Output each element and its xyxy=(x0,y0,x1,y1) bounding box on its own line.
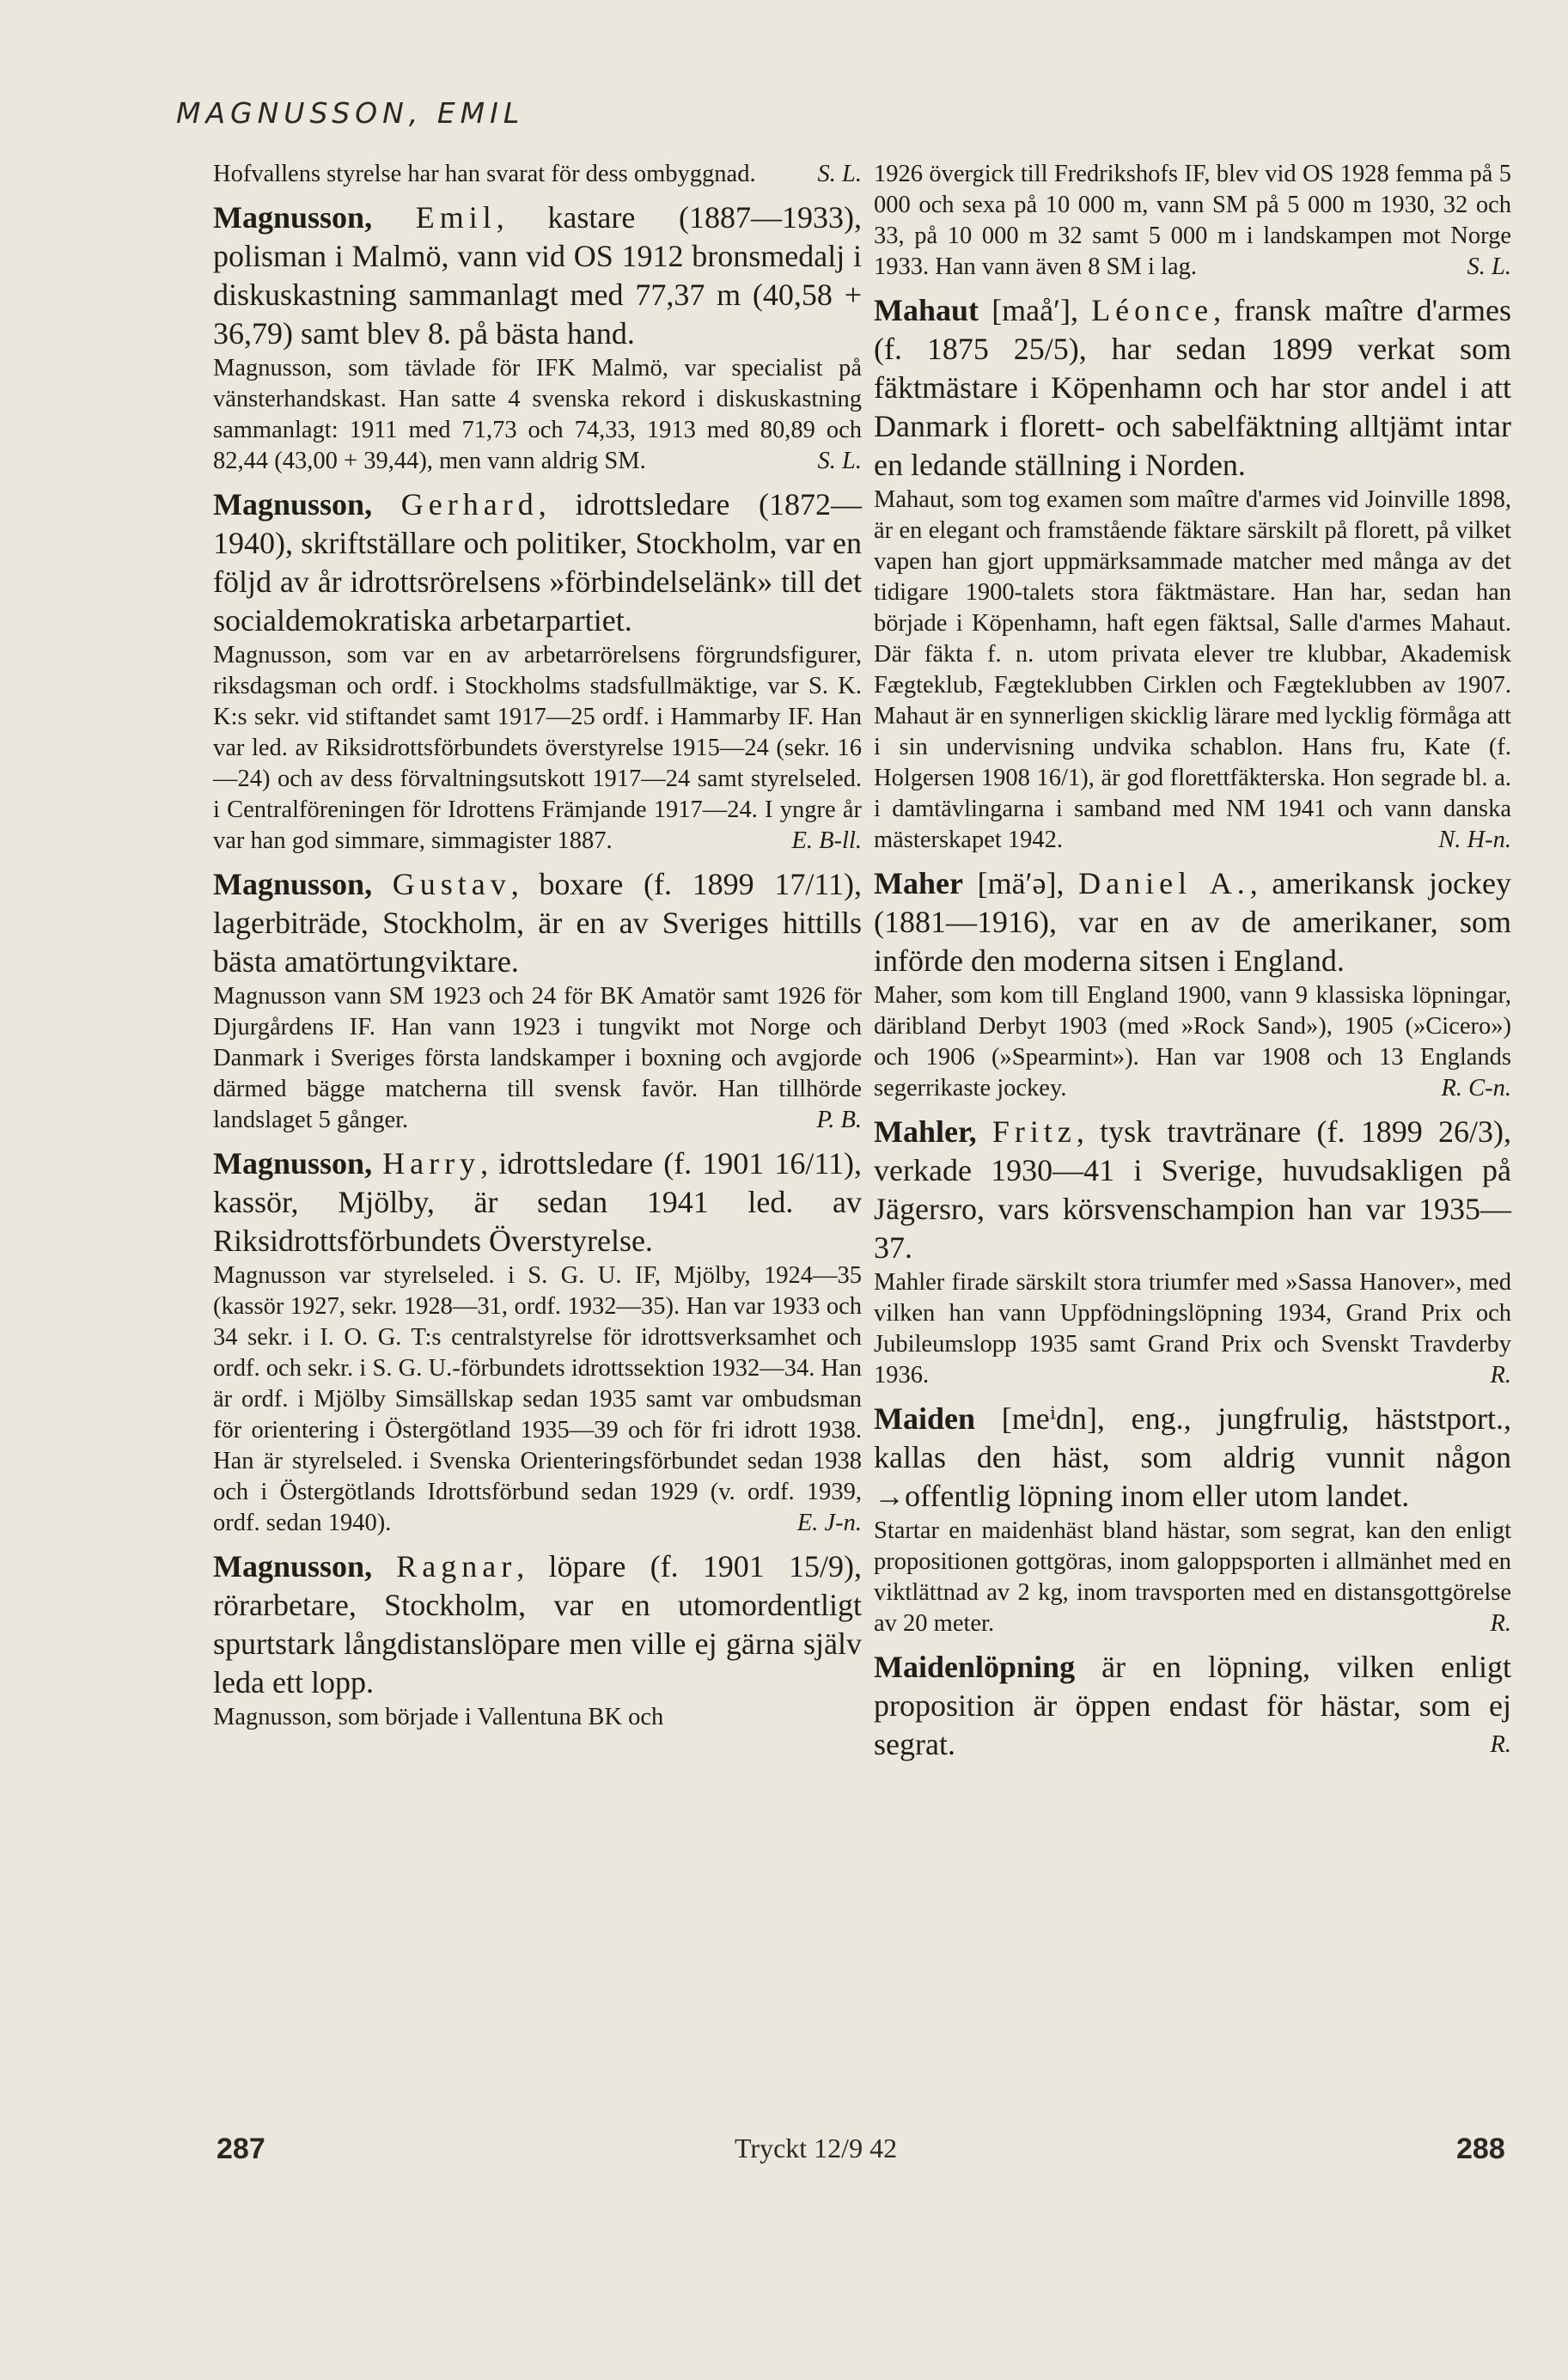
signature: R. xyxy=(1490,1362,1511,1388)
signature: E. B-ll. xyxy=(791,827,862,854)
entry-maher xyxy=(874,864,1511,1104)
entry-given-name: Gerhard xyxy=(400,487,539,522)
entry-given-name: Léonce xyxy=(1091,293,1214,327)
entry-note: Magnusson var styrelseled. i S. G. U. IF, Mjölby, 1924—35 (kassör 1927, sekr. 1928—31, ordf. 1932—35). Han var 1933 och 34 sekr. i I. O. G. T:s centralstyrelse för idrottsverksamhet och ordf. och sekr. i S. G. U.-förbundets idrottssektion 1932—34. Han är ordf. i Mjölby Simsällskap sedan 1935 samt var ombudsman för orientering i Östergötland 1935—39 och för fri idrott 1938. Han är styrelseled. i Svenska Orienteringsförbundet sedan 1938 och i Östergötlands Idrottsförbund sedan 1929 (v. ordf. 1939, ordf. sedan 1940). xyxy=(213,1262,862,1536)
continuation-entry xyxy=(874,159,1511,283)
continuation-entry xyxy=(213,159,862,190)
entry-pronunciation: [maå′], xyxy=(979,293,1092,327)
entry-mahler xyxy=(874,1113,1511,1391)
entry-note: Maher, som kom till England 1900, vann 9 klassiska löpningar, däribland Derbyt 1903 (med »Rock Sand»), 1905 (»Cicero») och 1906 (»Spearmint»). Han var 1908 och 13 Englands segerrikaste jockey. xyxy=(874,982,1511,1102)
signature: S. L. xyxy=(817,448,862,474)
entry-maiden xyxy=(874,1400,1511,1639)
entry-surname: Magnusson, xyxy=(213,1549,373,1584)
signature: P. B. xyxy=(816,1107,862,1133)
left-page-number: 287 xyxy=(217,2133,265,2165)
entry-surname: Maher xyxy=(874,866,963,900)
entry-head-text: , boxare (f. 1899 17/11), lagerbiträde, Stockholm, är en av Sveriges hittills bästa amatörtungviktare. xyxy=(213,867,862,979)
entry-given-name: Daniel A. xyxy=(1078,866,1250,900)
entry-head-text: häststport., kallas den häst, som aldrig vunnit någon →offentlig löpning inom eller utom landet. xyxy=(874,1401,1511,1513)
entry-surname: Mahler, xyxy=(874,1114,977,1149)
entry-note: Mahler firade särskilt stora triumfer med »Sassa Hanover», med vilken han vann Uppfödningslöpning 1934, Grand Prix och Jubileumslopp 1935 samt Grand Prix och Svenskt Travderby 1936. xyxy=(874,1269,1511,1388)
entry-emil-magnusson xyxy=(213,198,862,477)
right-page-number: 288 xyxy=(1456,2133,1505,2165)
entry-note: Magnusson vann SM 1923 och 24 för BK Amatör samt 1926 för Djurgårdens IF. Han vann 1923 i tungvikt mot Norge och Danmark i Sveriges första landskamper i boxning och avgjorde därmed bägge matcherna till svensk favör. Han tillhörde landslaget 5 gånger. xyxy=(213,983,862,1133)
entry-head-text: , amerikansk jockey (1881—1916), var en av de amerikaner, som införde den moderna sitsen i England. xyxy=(874,866,1511,978)
entry-surname: Mahaut xyxy=(874,293,979,327)
entry-note: Magnusson, som började i Vallentuna BK och xyxy=(213,1704,664,1730)
signature: R. xyxy=(1490,1610,1511,1637)
entry-surname: Magnusson, xyxy=(213,200,373,235)
entry-pronunciation: [mä′ə], xyxy=(962,866,1079,900)
signature: S. L. xyxy=(817,161,862,187)
entry-note: Magnusson, som tävlade för IFK Malmö, var specialist på vänsterhandskast. Han satte 4 svenska rekord i diskuskastning sammanlagt: 1911 med 71,73 och 74,33, 1913 med 80,89 och 82,44 (43,00 + 39,44), men vann aldrig SM. xyxy=(213,355,862,474)
signature: E. J-n. xyxy=(796,1510,862,1536)
entry-note: Magnusson, som var en av arbetarrörelsens förgrundsfigurer, riksdagsman och ordf. i Stockholms stadsfullmäktige, var S. K. K:s sekr. vid stiftandet samt 1917—25 ordf. i Hammarby IF. Han var led. av Riksidrottsförbundets överstyrelse 1915—24 (sekr. 16—24) och av dess förvaltningsutskott 1917—24 samt styrelseled. i Centralföreningen för Idrottens Främjande 1917—24. I yngre år var han god simmare, simmagister 1887. xyxy=(213,642,862,854)
entry-ragnar-magnusson xyxy=(213,1547,862,1733)
running-title: MAGNUSSON, EMIL xyxy=(176,96,525,130)
entry-note: Mahaut, som tog examen som maître d'armes vid Joinville 1898, är en elegant och framstående fäktare särskilt på florett, på vilket vapen han gjort uppmärksammade matcher med många av det tidigare 1900-talets stora fäktmästare. Han har, sedan han började i Köpenhamn, haft egen fäktsal, Salle d'armes Mahaut. Där fäkta f. n. utom privata elever tre klubbar, Akademisk Fægteklub, Fægteklubben Cirklen och Fægteklubben av 1907. Mahaut är en synnerligen skicklig lärare med lycklig förmåga att i sin undervisning undvika schablon. Hans fru, Kate (f. Holgersen 1908 16/1), är god florettfäkterska. Hon segrade bl. a. i damtävlingarna i samband med NM 1941 och vann danska mästerskapet 1942. xyxy=(874,486,1511,853)
entry-surname: Magnusson, xyxy=(213,487,373,522)
entry-head-text: , tysk travtränare (f. 1899 26/3), verkade 1930—41 i Sverige, huvudsakligen på Jägersro, vars körsvenschampion han var 1935—37. xyxy=(874,1114,1511,1265)
signature: R. xyxy=(1490,1731,1511,1758)
entry-note: Hofvallens styrelse har han svarat för dess ombyggnad. xyxy=(213,161,756,187)
entry-pronunciation: [meⁱdn], eng., jungfrulig, xyxy=(975,1401,1376,1436)
entry-harry-magnusson xyxy=(213,1144,862,1539)
entry-surname: Maidenlöpning xyxy=(874,1650,1076,1684)
entry-gustav-magnusson xyxy=(213,865,862,1136)
signature: R. C-n. xyxy=(1441,1075,1511,1102)
entry-given-name: Ragnar xyxy=(396,1549,517,1584)
signature: N. H-n. xyxy=(1438,827,1511,853)
entry-head-text: , löpare (f. 1901 15/9), rörarbetare, Stockholm, var en utomordentligt spurtstark långdistanslöpare men ville ej gärna själv leda ett lopp. xyxy=(213,1549,863,1700)
entry-maidenlopning xyxy=(874,1648,1511,1764)
entry-given-name: Emil xyxy=(415,200,497,235)
entry-head-text: , idrottsledare (1872—1940), skriftställare och politiker, Stockholm, var en följd av år idrottsrörelsens »förbindelselänk» till det socialdemokratiska arbetarpartiet. xyxy=(213,487,863,638)
entry-surname: Maiden xyxy=(874,1401,976,1436)
signature: S. L. xyxy=(1467,253,1511,280)
print-note: Tryckt 12/9 42 xyxy=(735,2133,898,2163)
entry-surname: Magnusson, xyxy=(213,1146,373,1181)
entry-note: 1926 övergick till Fredrikshofs IF, blev vid OS 1928 femma på 5 000 och sexa på 10 000 m, vann SM på 5 000 m 1930, 32 och 33, på 10 000 m 32 samt 5 000 m i landskampen mot Norge 1933. Han vann även 8 SM i lag. xyxy=(874,161,1511,280)
entry-head-text: , fransk maître d'armes (f. 1875 25/5), har sedan 1899 verkat som fäktmästare i Köpenhamn och har stor andel i att Danmark i florett- och sabelfäktning alltjämt intar en ledande ställning i Norden. xyxy=(874,293,1512,482)
entry-gerhard-magnusson xyxy=(213,485,862,857)
entry-head-text: är en löpning, vilken enligt proposition är öppen endast för hästar, som ej segrat. xyxy=(874,1650,1511,1761)
entry-surname: Magnusson, xyxy=(213,867,373,901)
entry-head-text: , idrottsledare (f. 1901 16/11), kassör, Mjölby, är sedan 1941 led. av Riksidrottsförbundets Överstyrelse. xyxy=(213,1146,863,1258)
entry-given-name: Gustav xyxy=(392,867,511,901)
entry-mahaut xyxy=(874,291,1511,856)
entry-head-text: , kastare (1887—1933), polisman i Malmö, vann vid OS 1912 bronsmedalj i diskuskastning sammanlagt med 77,37 m (40,58 + 36,79) samt blev 8. på bästa hand. xyxy=(213,200,862,351)
right-column xyxy=(874,159,1511,1773)
entry-note: Startar en maidenhäst bland hästar, som segrat, kan den enligt propositionen gottgöras, inom galoppsporten i allmänhet med en viktlättnad av 2 kg, inom travsporten med en distansgottgörelse av 20 meter. xyxy=(874,1517,1511,1637)
entry-given-name: Fritz xyxy=(991,1114,1077,1149)
entry-given-name: Harry xyxy=(382,1146,481,1181)
left-column xyxy=(213,159,862,1742)
